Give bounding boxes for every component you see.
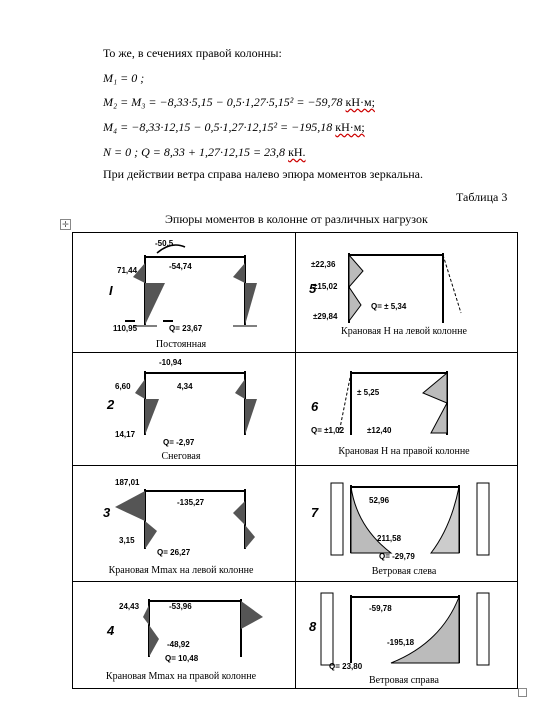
diagram-5-label-3: ±29,84 — [313, 312, 338, 321]
diagram-4-label-3: -48,92 — [167, 640, 190, 649]
diagram-3-label-1: 187,01 — [115, 478, 140, 487]
diagram-6-label-3: ±12,40 — [367, 426, 392, 435]
caption-3: Крановая Mmax на левой колонне — [108, 565, 254, 576]
diagram-3 — [73, 467, 289, 581]
formula-n-q-unit: кН. — [288, 145, 306, 159]
caption-1: Постоянная — [155, 339, 207, 350]
diagram-8-label-1: -59,78 — [369, 604, 392, 613]
table-title: Эпюры моментов в колонне от различных нагрузок — [165, 212, 428, 226]
diagram-8 — [291, 583, 517, 687]
diagram-2-label-1: -10,94 — [159, 358, 182, 367]
diagram-7-label-1: 52,96 — [369, 496, 390, 505]
diagram-1-label-3: -54,74 — [169, 262, 192, 271]
diagram-1 — [73, 233, 289, 351]
diagram-5-label-1: ±22,36 — [311, 260, 336, 269]
diagram-2-label-3: 4,34 — [177, 382, 193, 391]
intro-text: То же, в сечениях правой колонны: — [103, 46, 282, 60]
diagram-2 — [73, 353, 289, 465]
diagram-8-label-3: Q= 23,80 — [329, 662, 363, 671]
diagram-4-number: 4 — [107, 623, 115, 638]
formula-n-q — [103, 145, 306, 160]
formula-m4-unit: кН·м; — [335, 120, 365, 134]
formula-m4-expr: M₄ = −8,33·12,15 − 0,5·1,27·12,15² = −195,18 — [103, 120, 333, 134]
diagram-7-label-2: 211,58 — [377, 534, 402, 543]
diagram-7-label-3: Q= -29,79 — [379, 552, 415, 561]
formula-m2-m3-unit: кН·м; — [345, 95, 375, 109]
diagram-1-label-4: 110,95 — [113, 324, 138, 333]
caption-4: Крановая Mmax на правой колонне — [105, 671, 257, 682]
diagram-8-label-2: -195,18 — [387, 638, 415, 647]
caption-5-text: Крановая H на левой колонне — [341, 326, 467, 337]
diagram-2-number: 2 — [107, 397, 115, 412]
table-resize-handle-icon[interactable] — [518, 688, 527, 697]
formula-m2-m3 — [103, 95, 375, 110]
diagram-1-label-5: Q= 23,67 — [169, 324, 203, 333]
formula-m4 — [103, 120, 365, 135]
caption-7: Ветровая слева — [371, 566, 437, 577]
caption-8: Ветровая справа — [369, 675, 439, 686]
diagram-6-label-2: Q= ±1,02 — [311, 426, 345, 435]
diagram-1-label-2: 71,44 — [117, 266, 138, 275]
diagram-5-label-2: ±15,02 — [313, 282, 338, 291]
diagram-3-label-3: 3,15 — [119, 536, 135, 545]
diagram-1-label-1: -50,5 — [155, 239, 174, 248]
diagram-1-number: I — [109, 283, 113, 298]
formula-m1: M₁ = 0 ; — [103, 71, 145, 85]
diagram-7-number: 7 — [311, 505, 319, 520]
diagram-2-label-5: Q= -2,97 — [163, 438, 195, 447]
diagram-3-number: 3 — [103, 505, 111, 520]
caption-2: Снеговая — [161, 451, 201, 462]
caption-5 — [291, 326, 517, 337]
formula-m2-m3-expr: M₂ = M₃ = −8,33·5,15 − 0,5·1,27·5,15² = −59,78 — [103, 95, 343, 109]
diagram-4-label-2: -53,96 — [169, 602, 192, 611]
table-label: Таблица 3 — [456, 190, 508, 204]
diagram-2-label-4: 14,17 — [115, 430, 136, 439]
diagram-6-label-1: ± 5,25 — [357, 388, 380, 397]
diagram-2-label-2: 6,60 — [115, 382, 131, 391]
formula-n-q-expr: N = 0 ; Q = 8,33 + 1,27·12,15 = 23,8 — [103, 145, 286, 159]
wind-note: При действии ветра справа налево эпюра моментов зеркальна. — [103, 167, 423, 181]
diagram-4-label-1: 24,43 — [119, 602, 140, 611]
diagram-3-label-2: -135,27 — [177, 498, 205, 507]
table-move-handle-icon[interactable]: ✛ — [60, 219, 71, 230]
diagram-6-number: 6 — [311, 399, 319, 414]
diagram-4-label-4: Q= 10,48 — [165, 654, 199, 663]
diagram-3-label-4: Q= 26,27 — [157, 548, 191, 557]
diagram-5-number: 5 — [309, 281, 317, 296]
diagram-8-number: 8 — [309, 619, 317, 634]
caption-6: Крановая H на правой колонне — [338, 446, 470, 457]
diagram-5-label-4: Q= ± 5,34 — [371, 302, 407, 311]
diagram-7 — [291, 467, 517, 581]
